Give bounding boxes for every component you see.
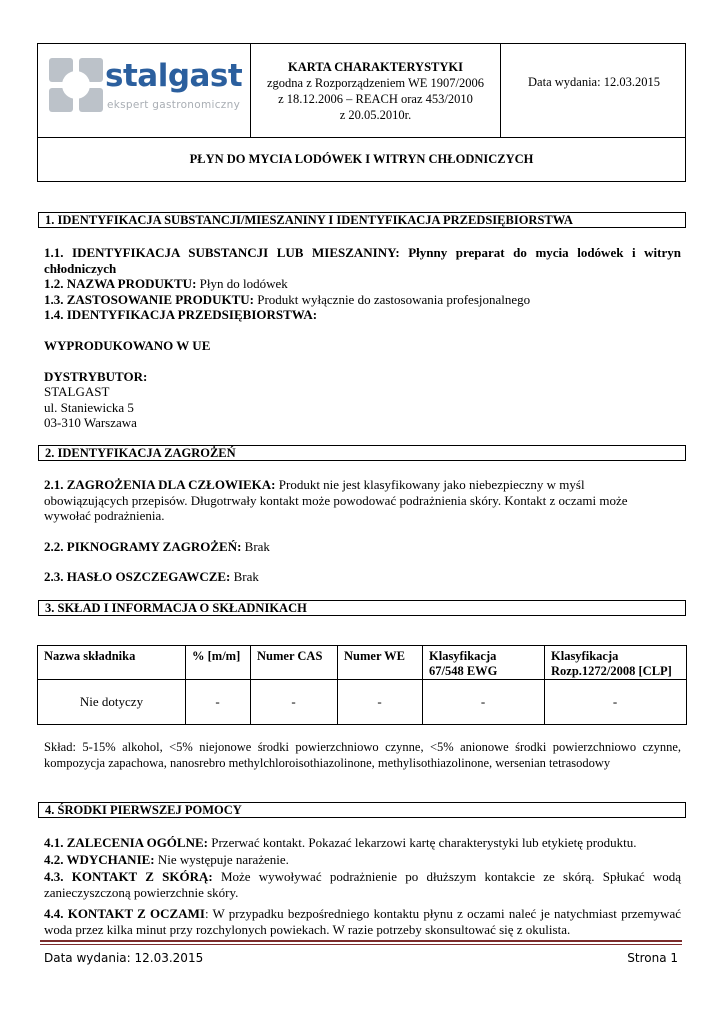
regulation-line: zgodna z Rozporządzeniem WE 1907/2006	[266, 76, 485, 90]
table-cell: -	[291, 694, 296, 709]
issue-date: Data wydania: 12.03.2015	[528, 75, 660, 89]
composition-table	[37, 645, 687, 725]
document-type-block	[251, 59, 500, 123]
section-4-2: 4.2. WDYCHANIE: Nie występuje narażenie.	[44, 852, 289, 867]
footer-divider	[40, 940, 682, 942]
column-header: Numer CAS	[257, 649, 323, 663]
column-header: Numer WE	[344, 649, 405, 663]
table-cell: -	[377, 694, 382, 709]
table-cell: -	[215, 694, 220, 709]
document-type-title: KARTA CHARAKTERYSTYKI	[288, 60, 463, 74]
distributor-street: ul. Staniewicka 5	[44, 400, 134, 415]
logo-wordmark: stalgast	[105, 58, 243, 94]
column-header: Klasyfikacja 67/548 EWG	[429, 649, 498, 678]
footer-page-number: Strona 1	[627, 951, 678, 965]
section-2-1: 2.1. ZAGROŻENIA DLA CZŁOWIEKA: Produkt nie jest klasyfikowany jako niebezpieczny w myśl obowiązujących przepisów. Długotrwały kontakt może powodować podrażnienia skóry. Kontakt z oczami może wywołać podrażnienia.	[44, 477, 628, 523]
logo-mark-icon	[47, 56, 107, 116]
table-cell: -	[612, 694, 618, 709]
column-header: Klasyfikacja Rozp.1272/2008 [CLP]	[551, 649, 672, 678]
regulation-line: z 18.12.2006 – REACH oraz 453/2010	[278, 92, 473, 106]
regulation-line: z 20.05.2010r.	[339, 108, 412, 122]
distributor-label: DYSTRYBUTOR:	[44, 369, 148, 384]
section-1-1: 1.1. IDENTYFIKACJA SUBSTANCJI LUB MIESZANINY: Płynny preparat do mycia lodówek i witryn chłodniczych	[44, 245, 681, 276]
stalgast-logo	[47, 56, 243, 116]
made-in: WYPRODUKOWANO W UE	[44, 338, 211, 353]
section-2-3: 2.3. HASŁO OSZCZEGAWCZE: Brak	[44, 569, 259, 584]
document-header	[37, 43, 686, 182]
section-heading: 2. IDENTYFIKACJA ZAGROŻEŃ	[38, 445, 686, 461]
section-1-2: 1.2. NAZWA PRODUKTU: Płyn do lodówek	[44, 276, 288, 291]
distributor-name: STALGAST	[44, 384, 110, 399]
section-2-2: 2.2. PIKNOGRAMY ZAGROŻEŃ: Brak	[44, 539, 270, 554]
section-1-3: 1.3. ZASTOSOWANIE PRODUKTU: Produkt wyłącznie do zastosowania profesjonalnego	[44, 292, 531, 307]
product-title: PŁYN DO MYCIA LODÓWEK I WITRYN CHŁODNICZYCH	[189, 152, 534, 166]
section-4-1: 4.1. ZALECENIA OGÓLNE: Przerwać kontakt. Pokazać lekarzowi kartę charakterystyki lub etykietę produktu.	[44, 835, 637, 850]
table-cell: -	[480, 694, 486, 709]
section-heading: 3. SKŁAD I INFORMACJA O SKŁADNIKACH	[38, 600, 686, 616]
footer-date: Data wydania: 12.03.2015	[44, 951, 204, 965]
section-4-4: 4.4. KONTAKT Z OCZAMI: W przypadku bezpośredniego kontaktu płynu z oczami naleć je natychmiast przemywać woda przez kilka minut przy rozchylonych powiekach. W razie potrzeby skonsultować się z okulista.	[44, 906, 681, 937]
logo-tagline: ekspert gastronomiczny	[107, 99, 241, 111]
column-header: % [m/m]	[192, 649, 241, 663]
section-heading: 4. ŚRODKI PIERWSZEJ POMOCY	[38, 802, 686, 818]
section-4-3: 4.3. KONTAKT Z SKÓRĄ: Może wywoływać podrażnienie po dłuższym kontakcie ze skórą. Spłukać wodą zanieczyszczoną powierzchnie skóry.	[44, 869, 681, 900]
section-heading: 1. IDENTYFIKACJA SUBSTANCJI/MIESZANINY I IDENTYFIKACJA PRZEDSIĘBIORSTWA	[38, 212, 686, 228]
table-cell: Nie dotyczy	[79, 694, 144, 709]
column-header: Nazwa składnika	[44, 649, 136, 663]
footer-divider	[40, 944, 682, 945]
composition-text: Skład: 5-15% alkohol, <5% niejonowe środki powierzchniowo czynne, <5% anionowe środki powierzchniowo czynne, kompozycja zapachowa, nanosrebro methylchloroisothiazolinone, methylisothiazolinone, wersenian tetrasodowy	[44, 740, 681, 770]
distributor-city: 03-310 Warszawa	[44, 415, 137, 430]
section-1-4: 1.4. IDENTYFIKACJA PRZEDSIĘBIORSTWA:	[44, 307, 318, 322]
